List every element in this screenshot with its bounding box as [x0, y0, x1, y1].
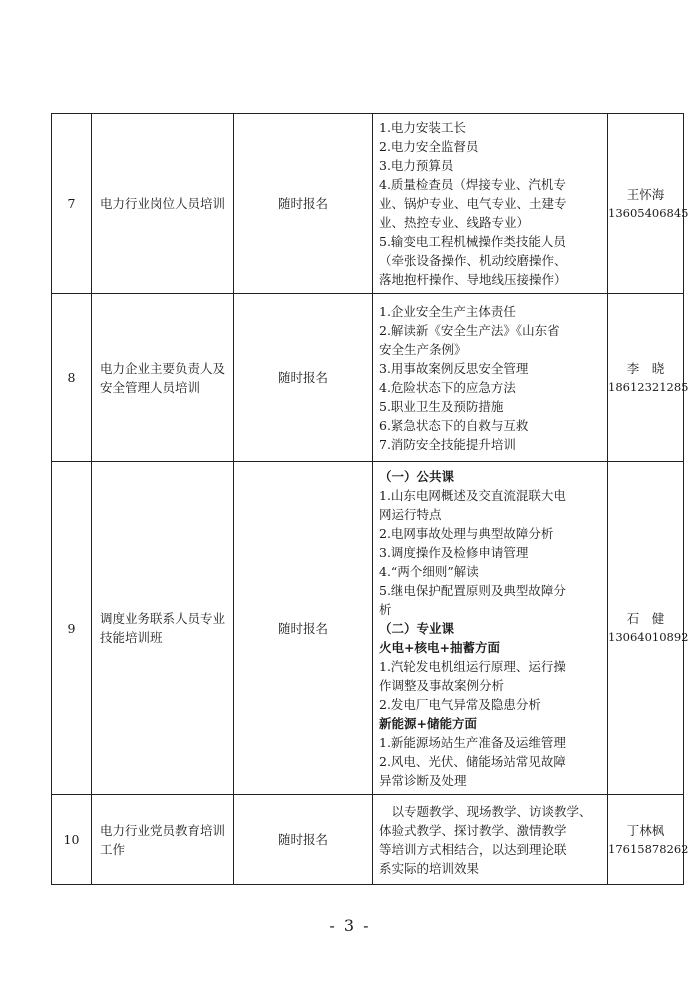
- content-line: 落地抱杆操作、导地线压接操作）: [379, 272, 567, 287]
- content-line: 2.发电厂电气异常及隐患分析: [379, 696, 541, 712]
- content-line: 3.用事故案例反思安全管理: [379, 360, 529, 376]
- registration-time: 随时报名: [234, 294, 373, 462]
- content-heading: （一）公共课: [379, 468, 455, 484]
- row-number: 10: [52, 795, 92, 885]
- content-line: 1.电力安装工长: [379, 120, 466, 135]
- content-line: 4.质量检查员（焊接专业、汽机专: [379, 177, 566, 192]
- registration-time: 随时报名: [234, 462, 373, 795]
- table-row: [52, 294, 684, 462]
- training-schedule-table: [51, 113, 689, 885]
- content-line: 4.“两个细则”解读: [379, 563, 479, 579]
- content-line: 以专题教学、现场教学、访谈教学、: [379, 803, 592, 819]
- content-line: 5.输变电工程机械操作类技能人员: [379, 234, 566, 249]
- content-line: 7.消防安全技能提升培训: [379, 436, 516, 452]
- training-content: [373, 294, 608, 462]
- content-line: 5.继电保护配置原则及典型故障分: [379, 582, 566, 598]
- content-line: 作调整及事故案例分析: [379, 677, 505, 693]
- training-content: [373, 114, 608, 294]
- row-number: 9: [52, 462, 92, 795]
- content-line: 业、热控专业、线路专业）: [379, 215, 530, 230]
- training-name-cell: [92, 294, 234, 462]
- training-content: [373, 795, 608, 885]
- content-subheading: 火电+核电+抽蓄方面: [379, 639, 500, 655]
- content-line: 等培训方式相结合，以达到理论联: [379, 841, 567, 857]
- row-number: 7: [52, 114, 92, 294]
- content-line: 体验式教学、探讨教学、激情教学: [379, 822, 567, 838]
- training-name: 调度业务联系人员专业技能培训班: [100, 611, 226, 645]
- contact-name: 石 健: [626, 611, 665, 626]
- content-line: 6.紧急状态下的自救与互救: [379, 417, 529, 433]
- contact-phone: 17615878262: [608, 841, 689, 856]
- contact-cell: [608, 294, 689, 462]
- content-line: 网运行特点: [379, 506, 442, 522]
- training-name-cell: [92, 114, 234, 294]
- training-name: 电力行业党员教育培训工作: [100, 822, 226, 857]
- training-name-cell: [92, 795, 234, 885]
- content-heading: （二）专业课: [379, 620, 455, 636]
- table-row: [52, 462, 684, 795]
- content-line: 3.电力预算员: [379, 158, 454, 173]
- contact-cell: [608, 795, 689, 885]
- content-line: 2.风电、光伏、储能场站常见故障: [379, 753, 566, 769]
- registration-time: 随时报名: [234, 795, 373, 885]
- content-line: 1.汽轮发电机组运行原理、运行操: [379, 658, 566, 674]
- content-line: 1.企业安全生产主体责任: [379, 303, 516, 319]
- content-line: 5.职业卫生及预防措施: [379, 398, 504, 414]
- content-line: 异常诊断及处理: [379, 772, 467, 788]
- content-line: 业、锅炉专业、电气专业、土建专: [379, 196, 567, 211]
- content-line: 1.山东电网概述及交直流混联大电: [379, 487, 566, 503]
- contact-phone: 13064010892: [608, 630, 689, 644]
- table-row: [52, 795, 684, 885]
- contact-name: 李 晓: [626, 360, 665, 376]
- training-name: 电力行业岗位人员培训: [100, 196, 226, 211]
- contact-phone: 13605406845: [608, 205, 689, 220]
- content-line: 系实际的培训效果: [379, 860, 480, 876]
- training-name-cell: [92, 462, 234, 795]
- content-line: 安全生产条例》: [379, 341, 467, 357]
- contact-cell: [608, 462, 689, 795]
- content-line: 1.新能源场站生产准备及运维管理: [379, 734, 566, 750]
- content-line: （牵张设备操作、机动绞磨操作、: [379, 253, 567, 268]
- content-line: 2.电力安全监督员: [379, 139, 479, 154]
- page-number: - 3 -: [329, 916, 371, 935]
- contact-phone: 18612321285: [608, 379, 689, 394]
- training-content: [373, 462, 608, 795]
- contact-cell: [608, 114, 689, 294]
- content-line: 析: [379, 601, 392, 617]
- table-row: [52, 114, 684, 294]
- content-line: 4.危险状态下的应急方法: [379, 379, 516, 395]
- content-line: 2.电网事故处理与典型故障分析: [379, 525, 554, 541]
- content-line: 2.解读新《安全生产法》《山东省: [379, 322, 560, 338]
- contact-name: 丁林枫: [626, 822, 665, 838]
- row-number: 8: [52, 294, 92, 462]
- training-name: 电力企业主要负责人及安全管理人员培训: [100, 360, 226, 395]
- contact-name: 王怀海: [626, 186, 665, 202]
- content-subheading: 新能源+储能方面: [379, 715, 477, 731]
- content-line: 3.调度操作及检修申请管理: [379, 544, 529, 560]
- registration-time: 随时报名: [234, 114, 373, 294]
